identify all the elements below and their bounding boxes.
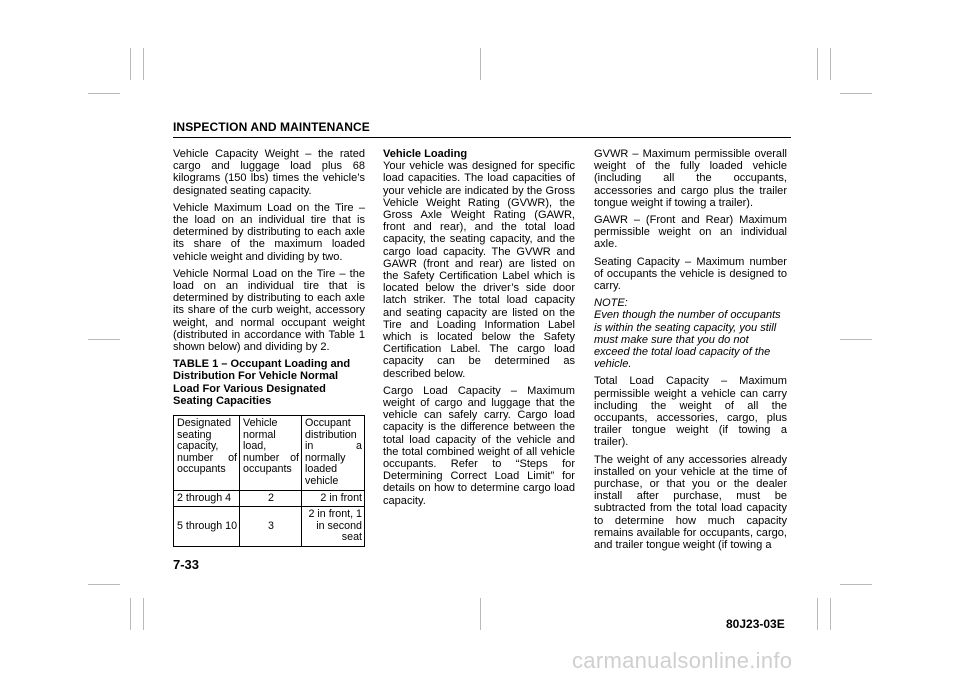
crop-mark (840, 584, 872, 585)
crop-mark (130, 598, 131, 630)
crop-mark (88, 339, 120, 340)
paragraph-gvwr: GVWR – Maximum permissible overall weight of the fully loaded vehicle (including all the occupants, accessories and cargo plus the trailer tongue weight if towing a trailer). (594, 148, 787, 209)
table-cell: 2 (240, 490, 302, 507)
table-cell: 3 (240, 507, 302, 547)
heading-vehicle-loading: Vehicle Loading (383, 148, 468, 160)
table-header-cell: Vehicle normal load, number of occupants (240, 416, 302, 491)
note-text: Even though the number of occupants is within the seating capacity, you still must make sure that you do not exceed the total load capacity of the vehicle. (594, 309, 781, 371)
page-number: 7-33 (173, 557, 200, 572)
paragraph-seating-capacity: Seating Capacity – Maximum number of occupants the vehicle is designed to carry. (594, 255, 787, 293)
table-header-cell: Designated seating capacity, number of occupants (174, 416, 240, 491)
section-header: INSPECTION AND MAINTENANCE (173, 120, 370, 134)
paragraph-vehicle-max-load: Vehicle Maximum Load on the Tire – the load on an individual tire that is determined by distributing to each axle its share of the maximum loaded vehicle weight and dividing by two. (173, 201, 365, 263)
column-middle (383, 148, 575, 512)
table-caption: TABLE 1 – Occupant Loading and Distribution For Vehicle Normal Load For Various Designated Seating Capacities (173, 358, 351, 407)
crop-mark (817, 598, 818, 630)
crop-mark (830, 598, 831, 630)
paragraph-gawr: GAWR – (Front and Rear) Maximum permissible weight on an individual axle. (594, 214, 787, 251)
watermark: carmanualsonline.info (572, 648, 793, 673)
note-label: NOTE: (594, 297, 628, 310)
crop-mark (88, 584, 120, 585)
crop-mark (130, 48, 131, 80)
table-cell: 2 in front, 1 in second seat (302, 507, 365, 547)
crop-mark (480, 598, 481, 630)
table-header-cell: Occupant distribution in a normally loaded vehicle (302, 416, 365, 491)
paragraph-total-load-capacity: Total Load Capacity – Maximum permissible weight a vehicle can carry including the weight of all the occupants, accessories, cargo, plus trailer tongue weight (if towing a trailer). (594, 375, 787, 449)
paragraph-vehicle-normal-load: Vehicle Normal Load on the Tire – the load on an individual tire that is determined by distributing to each axle its share of the curb weight, accessory weight, and normal occupant weight (distributed in accordance with Table 1 shown below) and dividing by 2. (173, 267, 365, 354)
crop-mark (143, 598, 144, 630)
paragraph-vehicle-loading: Your vehicle was designed for specific load capacities. The load capacities of your vehicle are indicated by the Gross Vehicle Weight Rating (GVWR), the Gross Axle Weight Rating (GAWR, front and rear), and the total load capacity, the seating capacity, and the cargo load capacity. The GVWR and GAWR (front and rear) are listed on the Safety Certification Label which is located below the driver’s side door latch striker. The total load capacity and seating capacity are listed on the Tire and Loading Information Label which is located below the Safety Certification Label. The cargo load capacity can be determined as described below. (383, 160, 575, 380)
header-rule (173, 137, 791, 138)
table-cell: 2 through 4 (174, 490, 240, 507)
crop-mark (480, 48, 481, 80)
table-header-row (174, 416, 365, 491)
crop-mark (830, 48, 831, 80)
table-row (174, 490, 365, 507)
paragraph-vehicle-capacity-weight: Vehicle Capacity Weight – the rated cargo and luggage load plus 68 kilograms (150 lbs) times the vehicle’s designated seating capacity. (173, 148, 365, 197)
table-cell: 5 through 10 (174, 507, 240, 547)
crop-mark (840, 93, 872, 94)
crop-mark (143, 48, 144, 80)
table-row (174, 507, 365, 547)
document-code: 80J23-03E (726, 617, 785, 631)
crop-mark (817, 48, 818, 80)
paragraph-cargo-load-capacity: Cargo Load Capacity – Maximum weight of cargo and luggage that the vehicle can safely carry. Cargo load capacity is the difference between the total load capacity of the vehicle and the total combined weight of all vehicle occupants. Refer to “Steps for Determining Correct Load Limit” for details on how to determine cargo load capacity. (383, 384, 575, 507)
table-cell: 2 in front (302, 490, 365, 507)
column-right (594, 148, 787, 556)
paragraph-accessories-weight: The weight of any accessories already installed on your vehicle at the time of purchase, or that you or the dealer install after purchase, must be subtracted from the total load capacity to determine how much capacity remains available for occupants, cargo, and trailer tongue weight (if towing a (594, 453, 787, 552)
column-left (173, 148, 365, 547)
occupant-loading-table (173, 415, 365, 547)
crop-mark (840, 339, 872, 340)
crop-mark (88, 93, 120, 94)
